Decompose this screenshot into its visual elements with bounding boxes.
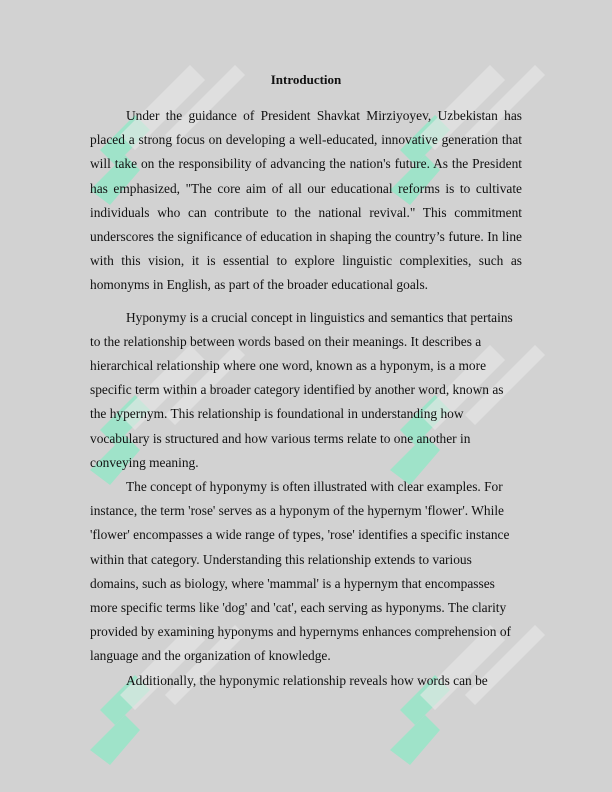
document-page [90,70,522,693]
paragraph-additional: Additionally, the hyponymic relationship reveals how words can be [126,672,488,688]
paragraph-hyponymy-definition: Hyponymy is a crucial concept in linguistics and semantics that pertains to the relationship between words based on their meanings. It describes a hierarchical relationship where one word, known as a hyponym, is a more specific term within a broader category identified by another word, known as the hypernym. This relationship is foundational in understanding how vocabulary is structured and how various terms relate to one another in conveying meaning. [90,309,513,470]
paragraph-hyponymy-examples: The concept of hyponymy is often illustrated with clear examples. For instance, the term 'rose' serves as a hyponym of the hypernym 'flower'. While 'flower' encompasses a wide range of types, 'rose' identifies a specific instance within that category. Understanding this relationship extends to various domains, such as biology, where 'mammal' is a hypernym that encompasses more specific terms like 'dog' and 'cat', each serving as hyponyms. The clarity provided by examining hyponyms and hypernyms enhances comprehension of language and the organization of knowledge. [90,479,511,664]
paragraph-intro: Under the guidance of President Shavkat Mirziyoyev, Uzbekistan has placed a strong focus on developing a well-educated, innovative generation that will take on the responsibility of advancing the nation's future. As the President has emphasized, "The core aim of all our educational reforms is to cultivate individuals who can contribute to the national revival." This commitment underscores the significance of education in shaping the country’s future. In line with this vision, it is essential to explore linguistic complexities, such as homonyms in English, as part of the broader educational goals. [90,108,522,293]
page-title: Introduction [270,72,342,87]
